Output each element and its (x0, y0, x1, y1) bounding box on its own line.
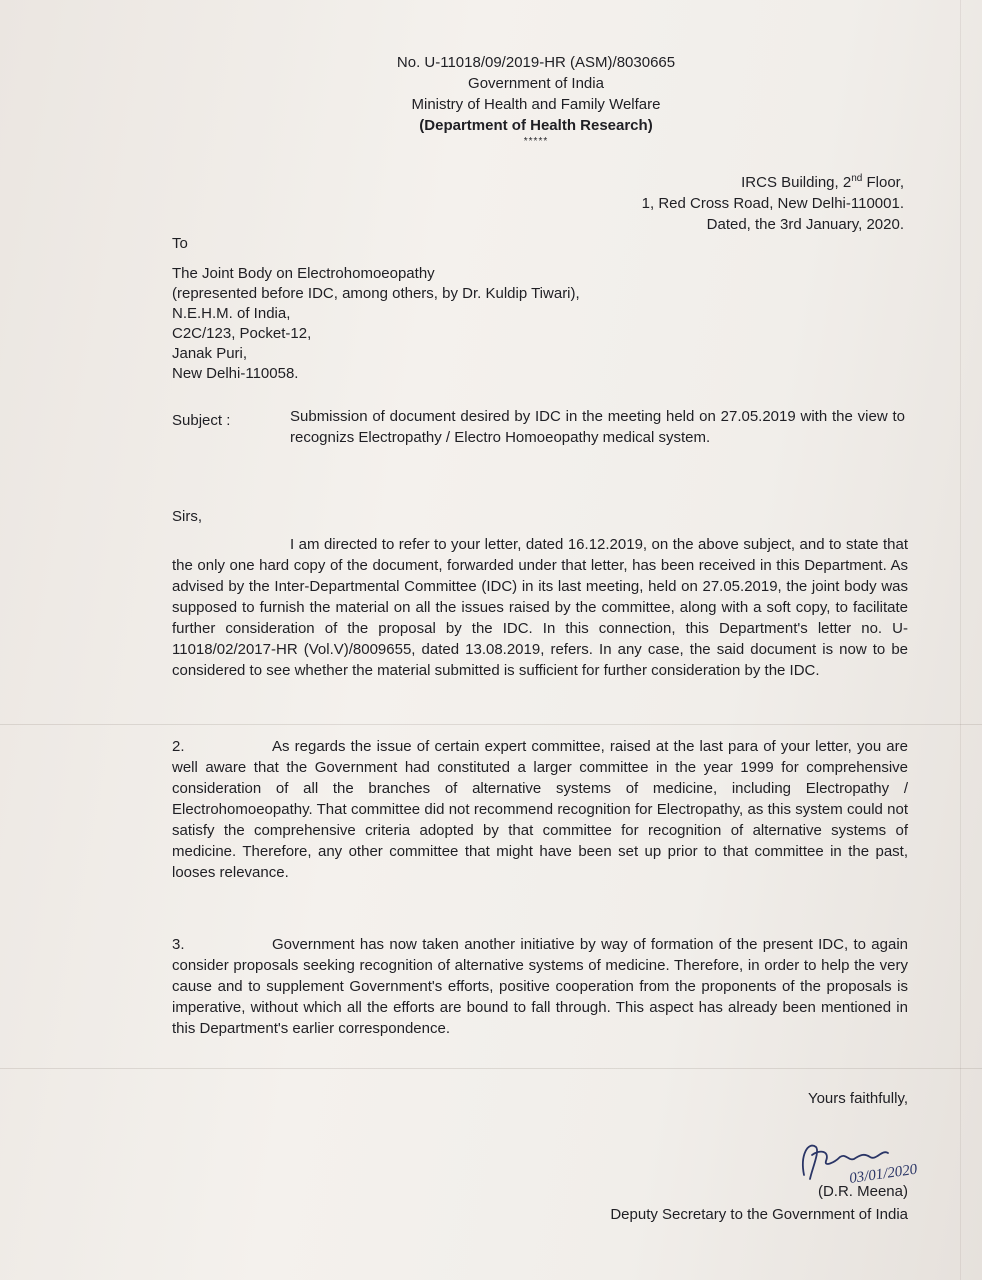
subject-text: Submission of document desired by IDC in the meeting held on 27.05.2019 with the view to recognizs Electropathy / Electro Homoeopathy medical system. (290, 408, 905, 446)
signatory-name: (D.R. Meena) (817, 1183, 908, 1200)
paragraph-2 (172, 736, 908, 883)
recipient-line: N.E.H.M. of India, (172, 305, 291, 322)
signatory-title: Deputy Secretary to the Government of India (610, 1206, 908, 1223)
recipient-line: New Delhi-110058. (172, 365, 299, 382)
recipient-line: Janak Puri, (172, 345, 248, 362)
paragraph-text: Government has now taken another initiative by way of formation of the present IDC, to again consider proposals seeking recognition of alternative systems of medicine. Therefore, in order to help the very cause and to supplement Government's efforts, positive cooperation from the proponents of the proposals is imperative, without which all the efforts are bound to fall through. This aspect has already been mentioned in this Department's earlier correspondence. (172, 936, 908, 1037)
ministry-name: Ministry of Health and Family Welfare (411, 96, 661, 113)
closing: Yours faithfully, (807, 1090, 908, 1107)
to-label: To (172, 235, 188, 252)
address-line-2: 1, Red Cross Road, New Delhi-110001. (641, 195, 904, 212)
government-name: Government of India (468, 75, 604, 92)
paragraph-number: 2. (172, 738, 185, 755)
reference-number: No. U-11018/09/2019-HR (ASM)/8030665 (396, 54, 676, 71)
department-name: (Department of Health Research) (419, 117, 653, 134)
paper-fold (0, 1068, 982, 1069)
recipient-line: (represented before IDC, among others, by Dr. Kuldip Tiwari), (172, 285, 580, 302)
paper-fold (0, 724, 982, 725)
paragraph-1: I am directed to refer to your letter, dated 16.12.2019, on the above subject, and to state that the only one hard copy of the document, forwarded under that letter, has been received in this Department. As advised by the Inter-Departmental Committee (IDC) in its last meeting, held on 27.05.2019, the joint body was supposed to furnish the material on all the issues raised by the committee, along with a soft copy, to facilitate further consideration of the proposal by the IDC. In this connection, this Department's letter no. U-11018/02/2017-HR (Vol.V)/8009655, dated 13.08.2019, refers. In any case, the said document is now to be considered to see whether the material submitted is sufficient for further consideration by the IDC. (172, 536, 908, 679)
signature-mark (790, 1135, 940, 1190)
address-line-1: IRCS Building, 2nd Floor, (741, 173, 904, 191)
recipient-line: The Joint Body on Electrohomoeopathy (172, 265, 435, 282)
salutation: Sirs, (172, 508, 202, 525)
sender-address (642, 168, 904, 235)
recipient-line: C2C/123, Pocket-12, (172, 325, 312, 342)
signature-date: 03/01/2020 (848, 1161, 919, 1187)
letter-date: Dated, the 3rd January, 2020. (706, 216, 904, 233)
paragraph-text: As regards the issue of certain expert committee, raised at the last para of your letter, you are well aware that the Government had constituted a larger committee in the year 1999 for comprehensive consideration of all the branches of alternative systems of medicine, including Electropathy / Electrohomoeopathy. That committee did not recommend recognition for Electropathy, as this system could not satisfy the comprehensive criteria adopted by that committee for recognition of alternative systems of medicine. Therefore, any other committee that might have been set up prior to that committee in the past, looses relevance. (172, 738, 908, 881)
subject-label: Subject : (172, 412, 231, 429)
paragraph-number: 3. (172, 936, 185, 953)
recipient-address (172, 264, 580, 384)
header-stars: ***** (523, 136, 549, 147)
paragraph-3 (172, 934, 908, 1039)
paper-fold (960, 0, 961, 1280)
letter-header (0, 52, 982, 148)
